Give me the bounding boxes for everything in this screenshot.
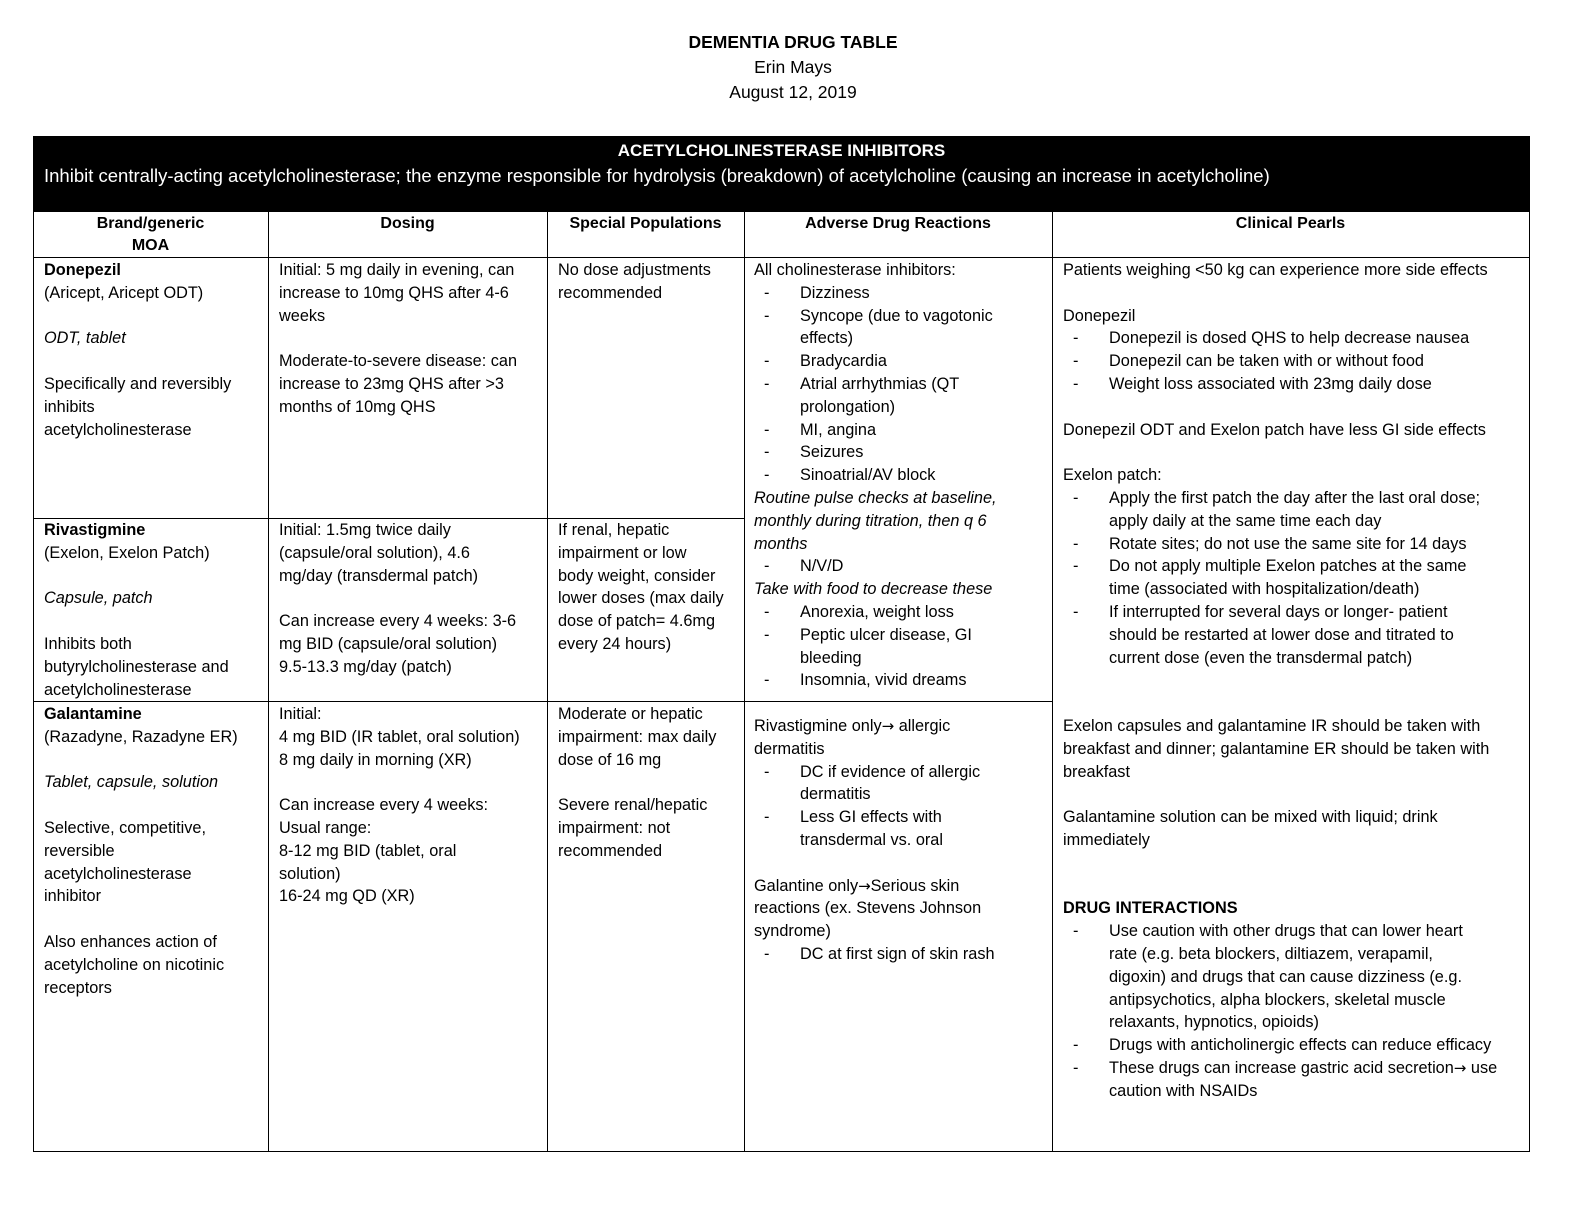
text-line: No dose adjustments <box>558 261 711 279</box>
text-line: Specifically and reversibly <box>44 374 232 393</box>
drug-moa <box>44 633 229 701</box>
column-header-brand: Brand/generic MOA <box>96 215 205 254</box>
text-line: Initial: 5 mg daily in evening, can <box>279 261 515 279</box>
adr-list <box>754 761 997 852</box>
text-line: syndrome) <box>754 922 831 941</box>
text-line: breakfast and dinner; galantamine ER should be taken with <box>1063 739 1490 758</box>
list-item: - Apply the first patch the day after the last oral dose; apply daily at the same time each day <box>1063 487 1497 533</box>
text-line: weeks <box>279 306 326 325</box>
drug-name: Galantamine <box>44 705 142 723</box>
text-line: lower doses (max daily <box>558 589 724 608</box>
text-line: monthly during titration, then q 6 <box>754 511 987 530</box>
column-header-dosing: Dosing <box>380 215 435 232</box>
list-item: - These drugs can increase gastric acid secretion→ use caution with NSAIDs <box>1063 1057 1497 1103</box>
list-item: - Weight loss associated with 23mg daily dose <box>1063 373 1497 396</box>
drug-moa <box>44 817 238 908</box>
text-line: Moderate-to-severe disease: can <box>279 352 518 371</box>
list-item: - Seizures <box>754 441 997 464</box>
drug-moa-extra <box>44 931 238 999</box>
text-line: solution) <box>279 864 341 883</box>
text-line: breakfast <box>1063 762 1130 781</box>
text-line: Galantamine solution can be mixed with liquid; drink <box>1063 808 1438 827</box>
text-line: mg/day (transdermal patch) <box>279 566 479 585</box>
banner-description: Inhibit centrally-acting acetylcholinesterase; the enzyme responsible for hydrolysis (breakdown) of acetylcholine (causing an increase in acetylcholine) <box>44 165 1270 186</box>
pearl-list <box>1063 920 1497 1057</box>
text-line: mg BID (capsule/oral solution) <box>279 634 498 653</box>
document-title: DEMENTIA DRUG TABLE <box>688 32 898 52</box>
donepezil-special-cell <box>558 259 711 305</box>
text-line: impairment: not <box>558 818 671 837</box>
text-line: inhibitor <box>44 887 102 906</box>
drug-table <box>33 136 1530 1152</box>
text-line: recommended <box>558 841 663 860</box>
galantamine-brand-cell <box>44 703 238 999</box>
text-line: every 24 hours) <box>558 634 672 653</box>
column-header-special: Special Populations <box>569 215 722 232</box>
column-header-adr: Adverse Drug Reactions <box>805 215 991 232</box>
drug-forms: ODT, tablet <box>44 329 126 348</box>
drug-forms: Tablet, capsule, solution <box>44 773 219 792</box>
grid-line <box>268 212 269 1151</box>
list-item: - Rotate sites; do not use the same site for 14 days <box>1063 533 1497 556</box>
drug-name: Donepezil <box>44 261 121 279</box>
text-line: months <box>754 534 808 553</box>
adr-list <box>754 601 997 692</box>
adr-intro: All cholinesterase inhibitors: <box>754 261 956 279</box>
list-item: - Bradycardia <box>754 350 997 373</box>
list-item: - MI, angina <box>754 419 997 442</box>
pearl-weight: Patients weighing <50 kg can experience more side effects <box>1063 261 1488 279</box>
adr-list <box>754 555 997 578</box>
pearl-interactions-heading: DRUG INTERACTIONS <box>1063 899 1238 918</box>
arrow-right-icon: → <box>1453 1058 1467 1077</box>
pearls-cell <box>1063 259 1497 1102</box>
text-line: Can increase every 4 weeks: <box>279 796 489 815</box>
text-line: Usual range: <box>279 818 372 837</box>
list-item: - Dizziness <box>754 282 997 305</box>
text-line: acetylcholinesterase <box>44 420 192 439</box>
document-author: Erin Mays <box>754 57 832 77</box>
text-line <box>279 587 516 610</box>
pearl-heading: Donepezil <box>1063 306 1136 325</box>
text-line: 8 mg daily in morning (XR) <box>279 750 472 769</box>
text-line: acetylcholine on nicotinic <box>44 955 225 974</box>
banner-title: ACETYLCHOLINESTERASE INHIBITORS <box>617 141 946 160</box>
grid-line <box>33 212 34 1151</box>
table-banner <box>33 136 1530 212</box>
text-line: impairment or low <box>558 543 687 562</box>
arrow-right-icon: → <box>858 876 871 895</box>
text-line <box>279 327 517 350</box>
text-line: dose of patch= 4.6mg <box>558 612 716 631</box>
rivastigmine-dosing-cell <box>279 519 516 679</box>
list-item: - Insomnia, vivid dreams <box>754 669 997 692</box>
list-item: - Peptic ulcer disease, GI bleeding <box>754 624 997 670</box>
text-line: months of 10mg QHS <box>279 397 436 416</box>
text-line <box>558 771 716 794</box>
pearl-list <box>1063 487 1497 669</box>
rivastigmine-brand-cell <box>44 519 229 701</box>
drug-forms: Capsule, patch <box>44 589 153 608</box>
drug-brands: (Razadyne, Razadyne ER) <box>44 727 238 746</box>
list-item: - Atrial arrhythmias (QT prolongation) <box>754 373 997 419</box>
document-header <box>0 30 1586 105</box>
text-line: body weight, consider <box>558 566 716 585</box>
text-line: If renal, hepatic <box>558 521 670 539</box>
list-item: - Sinoatrial/AV block <box>754 464 997 487</box>
list-item: - Syncope (due to vagotonic effects) <box>754 305 997 351</box>
pearl-list <box>1063 327 1497 395</box>
rivastigmine-special-cell <box>558 519 724 656</box>
text-line: reversible <box>44 841 115 860</box>
text-line: Inhibits both <box>44 634 132 653</box>
galantamine-dosing-cell <box>279 703 520 908</box>
text-line: dose of 16 mg <box>558 750 662 769</box>
adr-cell: All cholinesterase inhibitors: - Dizziness - Syncope (due to vagotonic effects) - Bradycardia - Atrial arrhythmias (QT prolongation) - MI, angina - Seizures - Sinoatrial/AV block Routine pulse checks at baseline, monthly during titration, then q 6 months - N/V/D Take with food to decrease these - Anorexia, weight loss - Peptic ulcer disease, GI bleeding - Insomnia, vivid dreams Rivastigmine only→ allergic dermatitis - DC if evidence of allergic dermatitis - Less GI effects with transdermal vs. oral Galantine only→Serious skin reactions (ex. Stevens Johnson syndrome) - DC at first sign of skin rash <box>754 259 997 966</box>
grid-line <box>744 212 745 1151</box>
adr-list <box>754 282 997 487</box>
list-item: - Donepezil can be taken with or without food <box>1063 350 1497 373</box>
column-header-pearls: Clinical Pearls <box>1235 215 1346 232</box>
drug-brands: (Aricept, Aricept ODT) <box>44 283 204 302</box>
text-line: receptors <box>44 978 112 997</box>
text-line: Initial: 1.5mg twice daily <box>279 521 451 539</box>
text-line: 9.5-13.3 mg/day (patch) <box>279 657 452 676</box>
list-item: - Anorexia, weight loss <box>754 601 997 624</box>
drug-brands: (Exelon, Exelon Patch) <box>44 543 210 562</box>
arrow-right-icon: → <box>881 716 895 735</box>
document-date: August 12, 2019 <box>729 82 857 102</box>
grid-line <box>547 212 548 1151</box>
drug-moa <box>44 373 231 441</box>
text-line: Severe renal/hepatic <box>558 796 708 815</box>
text-line: Moderate or hepatic <box>558 705 703 723</box>
list-item: - Donepezil is dosed QHS to help decrease nausea <box>1063 327 1497 350</box>
adr-list <box>754 943 997 966</box>
list-item: - DC if evidence of allergic dermatitis <box>754 761 997 807</box>
pearl-heading: Exelon patch: <box>1063 466 1162 485</box>
drug-name: Rivastigmine <box>44 521 146 539</box>
text-line: increase to 10mg QHS after 4-6 <box>279 283 509 302</box>
text-line: Also enhances action of <box>44 932 217 951</box>
text-line: Can increase every 4 weeks: 3-6 <box>279 612 517 631</box>
list-item: - Do not apply multiple Exelon patches at the same time (associated with hospitalization/death) <box>1063 555 1497 601</box>
list-item: - Less GI effects with transdermal vs. oral <box>754 806 997 852</box>
text-line: Selective, competitive, <box>44 818 206 837</box>
adr-galantine-line: Galantine only→Serious skin <box>754 876 960 895</box>
text-line: impairment: max daily <box>558 727 717 746</box>
text-line: reactions (ex. Stevens Johnson <box>754 899 982 918</box>
pearl-odt: Donepezil ODT and Exelon patch have less GI side effects <box>1063 420 1486 439</box>
text-line: 4 mg BID (IR tablet, oral solution) <box>279 727 520 746</box>
text-line: immediately <box>1063 830 1150 849</box>
text-line: Routine pulse checks at baseline, <box>754 488 997 507</box>
text-line: butyrylcholinesterase and <box>44 657 229 676</box>
text-line <box>279 771 520 794</box>
text-line: (capsule/oral solution), 4.6 <box>279 543 470 562</box>
list-item: - DC at first sign of skin rash <box>754 943 997 966</box>
donepezil-dosing-cell <box>279 259 517 419</box>
text-line: increase to 23mg QHS after >3 <box>279 374 504 393</box>
text-line: acetylcholinesterase <box>44 680 192 699</box>
text-line: inhibits <box>44 397 95 416</box>
donepezil-brand-cell <box>44 259 231 441</box>
grid-line <box>1052 212 1053 1151</box>
list-item: - Use caution with other drugs that can lower heart rate (e.g. beta blockers, diltiazem, verapamil, digoxin) and drugs that can cause dizziness (e.g. antipsychotics, alpha blockers, skeletal muscle relaxants, hypnotics, opioids) <box>1063 920 1497 1034</box>
text-line: 16-24 mg QD (XR) <box>279 887 415 906</box>
text-line: 8-12 mg BID (tablet, oral <box>279 841 457 860</box>
pearl-solution <box>1063 806 1497 852</box>
text-line: recommended <box>558 283 663 302</box>
text-line: Exelon capsules and galantamine IR should be taken with <box>1063 716 1481 735</box>
list-item: - Drugs with anticholinergic effects can reduce efficacy <box>1063 1034 1497 1057</box>
grid-line <box>1529 212 1530 1151</box>
text-line: acetylcholinesterase <box>44 864 192 883</box>
galantamine-special-cell <box>558 703 716 863</box>
text-line: Initial: <box>279 705 322 723</box>
pearl-capsules <box>1063 715 1497 783</box>
grid-line <box>33 257 1530 258</box>
adr-note: Take with food to decrease these <box>754 580 993 599</box>
adr-note <box>754 487 997 555</box>
adr-rivastigmine-line: Rivastigmine only→ allergic <box>754 716 951 735</box>
list-item: - If interrupted for several days or longer- patient should be restarted at lower dose and titrated to current dose (even the transdermal patch) <box>1063 601 1497 669</box>
list-item: - N/V/D <box>754 555 997 578</box>
